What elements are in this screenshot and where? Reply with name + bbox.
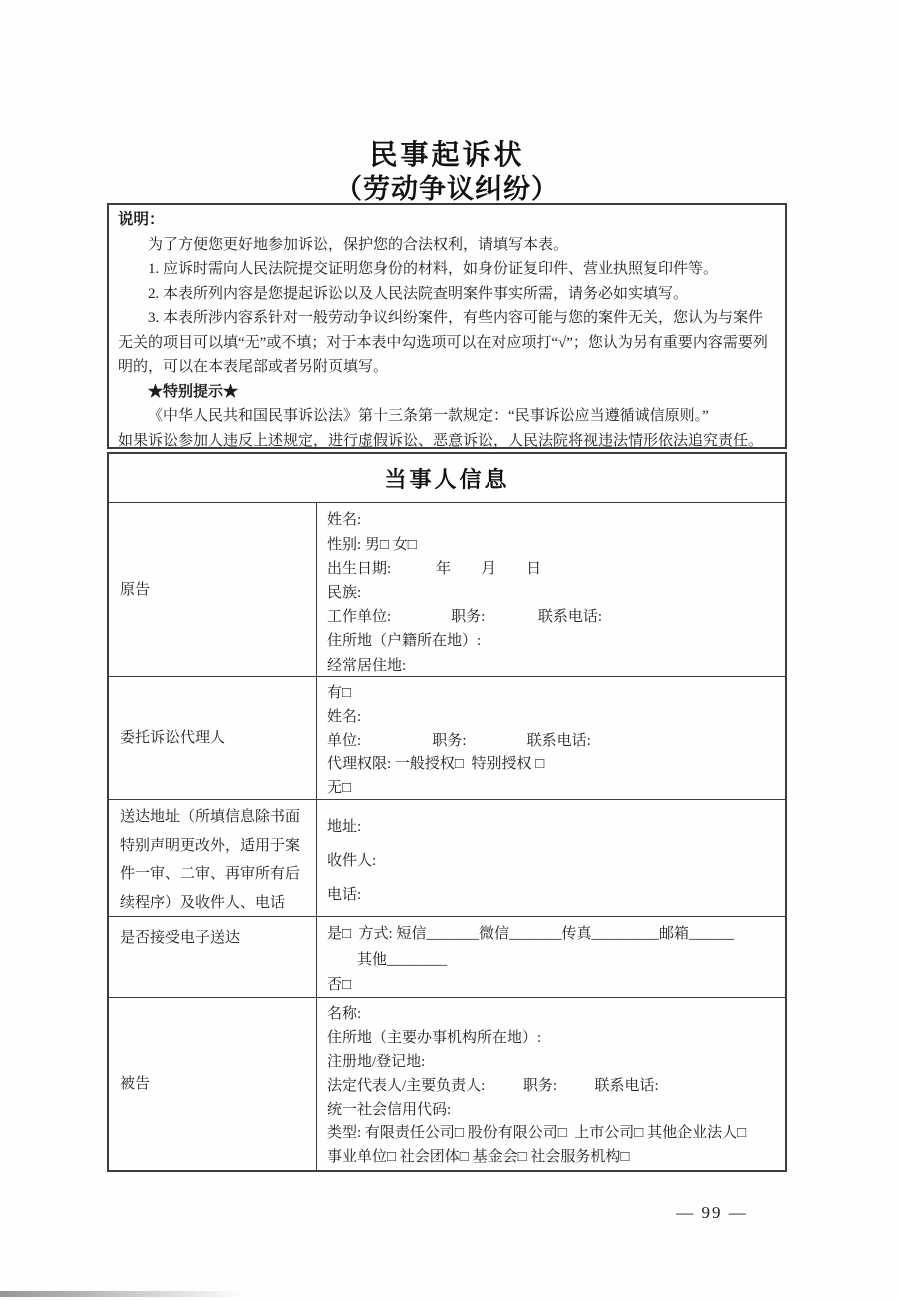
table-row-agent xyxy=(109,676,785,799)
instruction-paragraph: 为了方便您更好地参加诉讼，保护您的合法权利，请填写本表。 xyxy=(148,236,569,253)
form-field-line: 姓名: xyxy=(327,709,362,726)
instructions-box xyxy=(107,203,787,449)
scan-artifact-bottom xyxy=(0,1291,245,1297)
instruction-paragraph: 2. 本表所列内容是您提起诉讼以及人民法院查明案件事实所需，请务必如实填写。 xyxy=(148,285,689,302)
form-field-line: 有□ xyxy=(327,685,352,702)
form-field-line: 名称: xyxy=(327,1006,362,1023)
form-field-line: 姓名: xyxy=(327,512,362,529)
row-label-agent xyxy=(109,677,317,799)
form-field-line: 性别: 男□ 女□ xyxy=(327,536,417,553)
form-field-line: 是□ 方式: 短信_______微信_______传真_________邮箱______ xyxy=(327,926,734,943)
table-row-electronic-service xyxy=(109,916,785,997)
table-row-defendant xyxy=(109,997,785,1170)
row-label-text: 送达地址（所填信息除书面特别声明更改外，适用于案件一审、二审、再审所有后续程序）及收件人、电话 xyxy=(120,809,301,911)
form-field-line: 民族: xyxy=(327,585,362,602)
form-field-line: 收件人: xyxy=(327,853,377,870)
instruction-paragraph: ★特别提示★ xyxy=(148,383,239,400)
party-table-rows xyxy=(109,502,785,1170)
instructions-paragraphs xyxy=(118,233,776,454)
instruction-paragraph: 《中华人民共和国民事诉讼法》第十三条第一款规定：“民事诉讼应当遵循诚信原则。” xyxy=(148,408,709,424)
form-field-line: 否□ xyxy=(327,977,352,994)
table-row-service-address xyxy=(109,799,785,916)
form-field-line: 住所地（户籍所在地）: xyxy=(327,633,482,650)
form-field-line: 其他________ xyxy=(327,951,448,968)
form-field-line: 住所地（主要办事机构所在地）: xyxy=(327,1030,542,1047)
row-label-defendant xyxy=(109,998,317,1170)
instruction-paragraph: 3. 本表所涉内容系针对一般劳动争议纠纷案件，有些内容可能与您的案件无关，您认为与案件无关的项目可以填“无”或不填；对于本表中勾选项可以在对应项打“√”；您认为另有重要内容需要列明的，可以在本表尾部或者另附页填写。 xyxy=(118,310,768,375)
form-field-line: 注册地/登记地: xyxy=(327,1054,426,1071)
row-label-text: 是否接受电子送达 xyxy=(120,930,241,947)
page-number: — 99 — xyxy=(676,1203,748,1222)
table-row-plaintiff xyxy=(109,502,785,676)
row-label-text: 原告 xyxy=(120,581,151,598)
instruction-paragraph: 如果诉讼参加人违反上述规定，进行虚假诉讼、恶意诉讼，人民法院将视违法情形依法追究责任。 xyxy=(118,432,764,449)
form-field-line: 代理权限: 一般授权□ 特别授权 □ xyxy=(327,756,545,773)
row-content-plaintiff xyxy=(317,503,785,676)
row-label-service-address xyxy=(109,800,317,916)
row-label-text: 委托诉讼代理人 xyxy=(120,730,226,747)
form-field-line: 无□ xyxy=(327,779,352,796)
form-field-line: 事业单位□ 社会团体□ 基金会□ 社会服务机构□ xyxy=(327,1149,630,1166)
form-field-line: 电话: xyxy=(327,887,362,904)
form-field-line: 法定代表人/主要负责人: 职务: 联系电话: xyxy=(327,1077,659,1094)
row-content-agent xyxy=(317,677,785,799)
row-content-defendant xyxy=(317,998,785,1170)
form-field-line: 工作单位: 职务: 联系电话: xyxy=(327,609,603,626)
party-table-header: 当事人信息 xyxy=(384,466,510,492)
row-label-text: 被告 xyxy=(120,1076,151,1093)
form-field-line: 出生日期: 年 月 日 xyxy=(327,560,542,577)
form-field-line: 地址: xyxy=(327,819,362,836)
row-label-plaintiff xyxy=(109,503,317,676)
page-title: 民事起诉状 xyxy=(369,140,525,171)
form-field-line: 经常居住地: xyxy=(327,657,407,674)
page-subtitle: （劳动争议纠纷） xyxy=(335,174,559,204)
instructions-heading: 说明： xyxy=(118,211,165,228)
form-field-line: 类型: 有限责任公司□ 股份有限公司□ 上市公司□ 其他企业法人□ xyxy=(327,1125,747,1142)
row-label-electronic-service xyxy=(109,917,317,997)
row-content-electronic-service xyxy=(317,917,785,997)
party-info-table xyxy=(107,452,787,1172)
form-field-line: 单位: 职务: 联系电话: xyxy=(327,732,591,749)
form-field-line: 统一社会信用代码: xyxy=(327,1101,452,1118)
row-content-service-address xyxy=(317,800,785,916)
instruction-paragraph: 1. 应诉时需向人民法院提交证明您身份的材料，如身份证复印件、营业执照复印件等。 xyxy=(148,261,719,277)
